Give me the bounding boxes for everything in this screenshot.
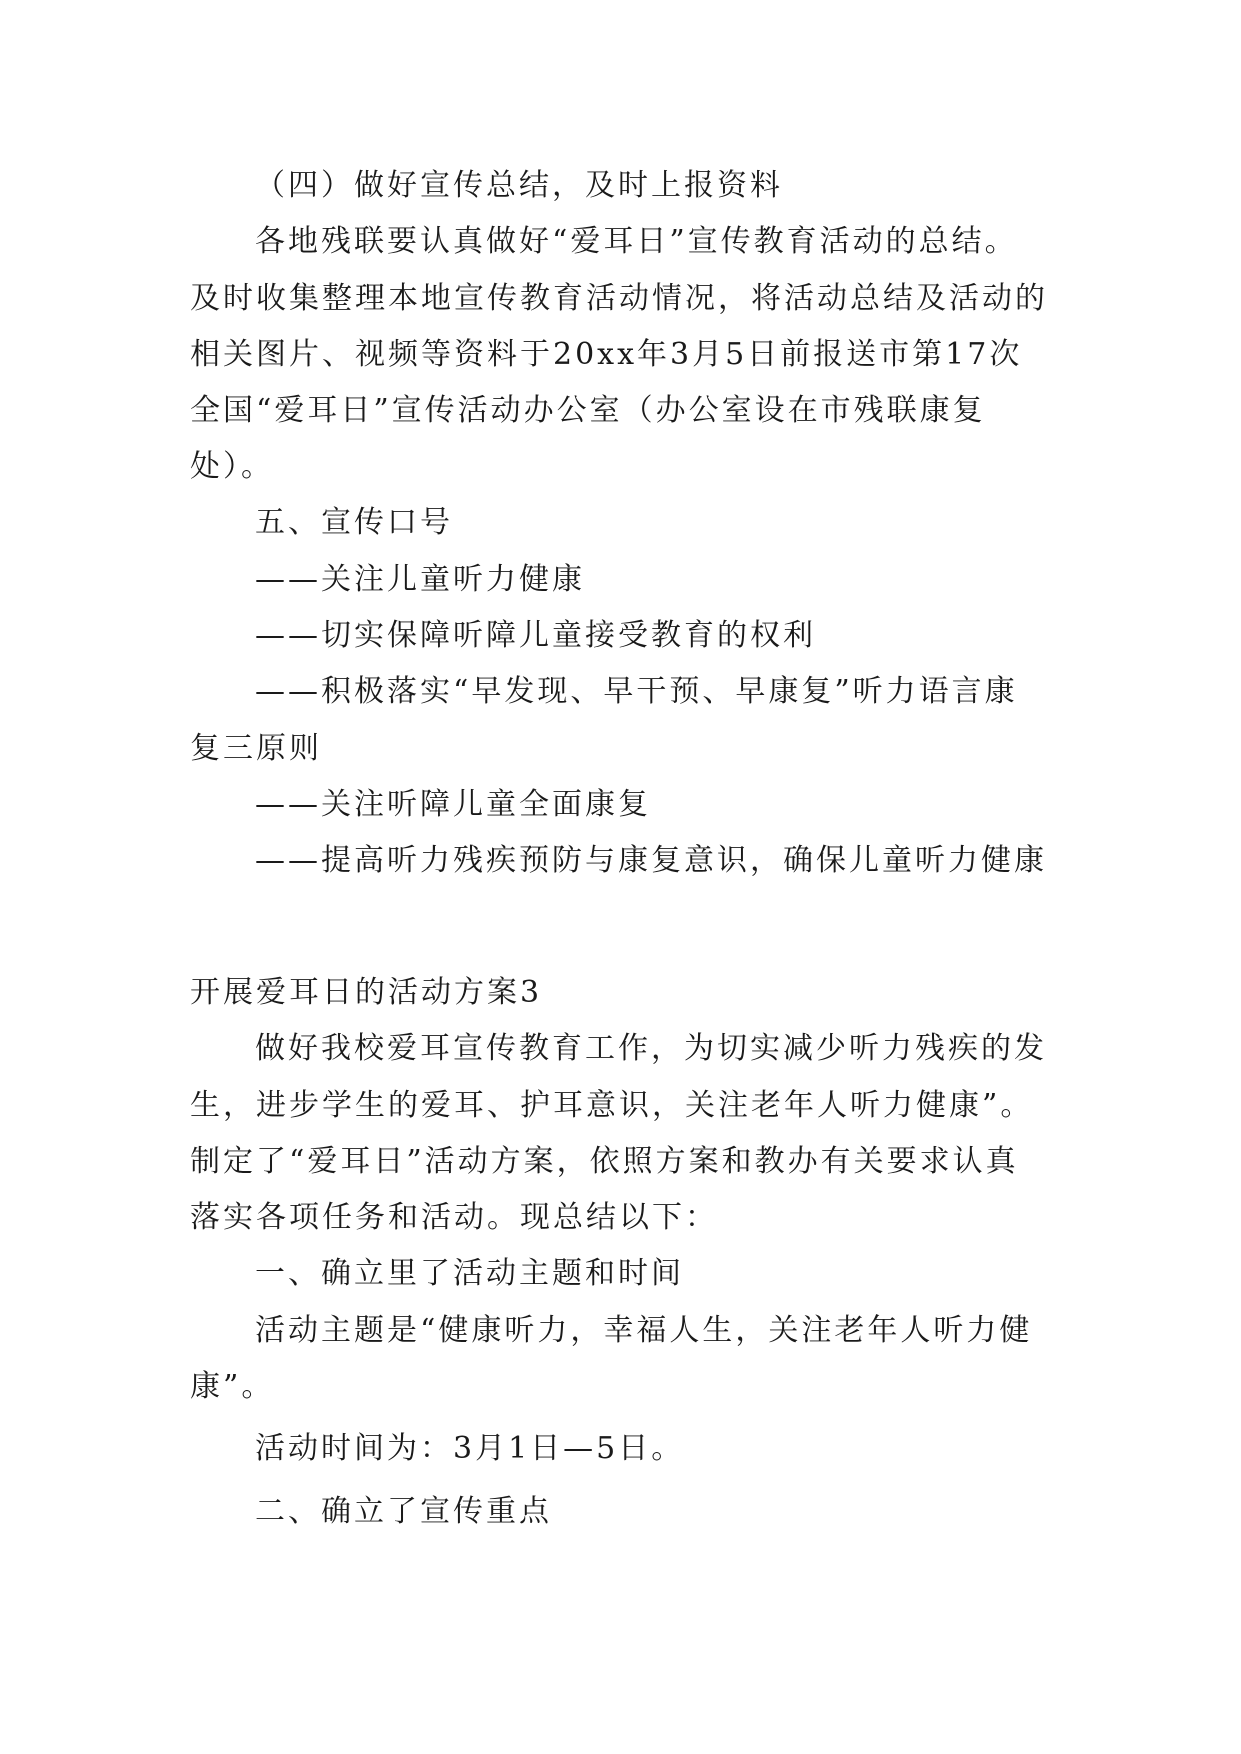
slogan-item: ——关注听障儿童全面康复: [255, 787, 651, 822]
paragraph-line: 制定了“爱耳日”活动方案，依照方案和教办有关要求认真: [190, 1144, 1019, 1179]
slogan-item-continuation: 复三原则: [190, 731, 322, 766]
section-heading-theme-time: 一、确立里了活动主题和时间: [255, 1256, 684, 1291]
section-heading-publicity-summary: （四）做好宣传总结，及时上报资料: [255, 168, 783, 203]
paragraph-line: 相关图片、视频等资料于20xx年3月5日前报送市第17次: [190, 337, 1023, 372]
slogan-item: ——切实保障听障儿童接受教育的权利: [255, 618, 816, 653]
slogan-item: ——关注儿童听力健康: [255, 562, 585, 597]
paragraph-line: 活动主题是“健康听力，幸福人生，关注老年人听力健: [255, 1313, 1033, 1348]
paragraph-line: 各地残联要认真做好“爱耳日”宣传教育活动的总结。: [255, 224, 1018, 259]
paragraph-line: 活动时间为：3月1日—5日。: [255, 1431, 685, 1466]
paragraph-line: 生，进步学生的爱耳、护耳意识，关注老年人听力健康”。: [190, 1088, 1034, 1123]
paragraph-line: 处）。: [190, 449, 274, 484]
slogan-item: ——提高听力残疾预防与康复意识，确保儿童听力健康: [255, 843, 1047, 878]
section-heading-slogans: 五、宣传口号: [255, 505, 453, 540]
paragraph-line: 落实各项任务和活动。现总结以下：: [190, 1200, 718, 1235]
paragraph-line: 及时收集整理本地宣传教育活动情况，将活动总结及活动的: [190, 281, 1048, 316]
section-heading-publicity-focus: 二、确立了宣传重点: [255, 1494, 552, 1529]
paragraph-line: 全国“爱耳日”宣传活动办公室（办公室设在市残联康复: [190, 393, 986, 428]
paragraph-line: 康”。: [190, 1369, 275, 1404]
paragraph-line: 做好我校爱耳宣传教育工作，为切实减少听力残疾的发: [255, 1031, 1047, 1066]
slogan-item: ——积极落实“早发现、早干预、早康复”听力语言康: [255, 674, 1018, 709]
document-title: 开展爱耳日的活动方案3: [190, 975, 543, 1010]
